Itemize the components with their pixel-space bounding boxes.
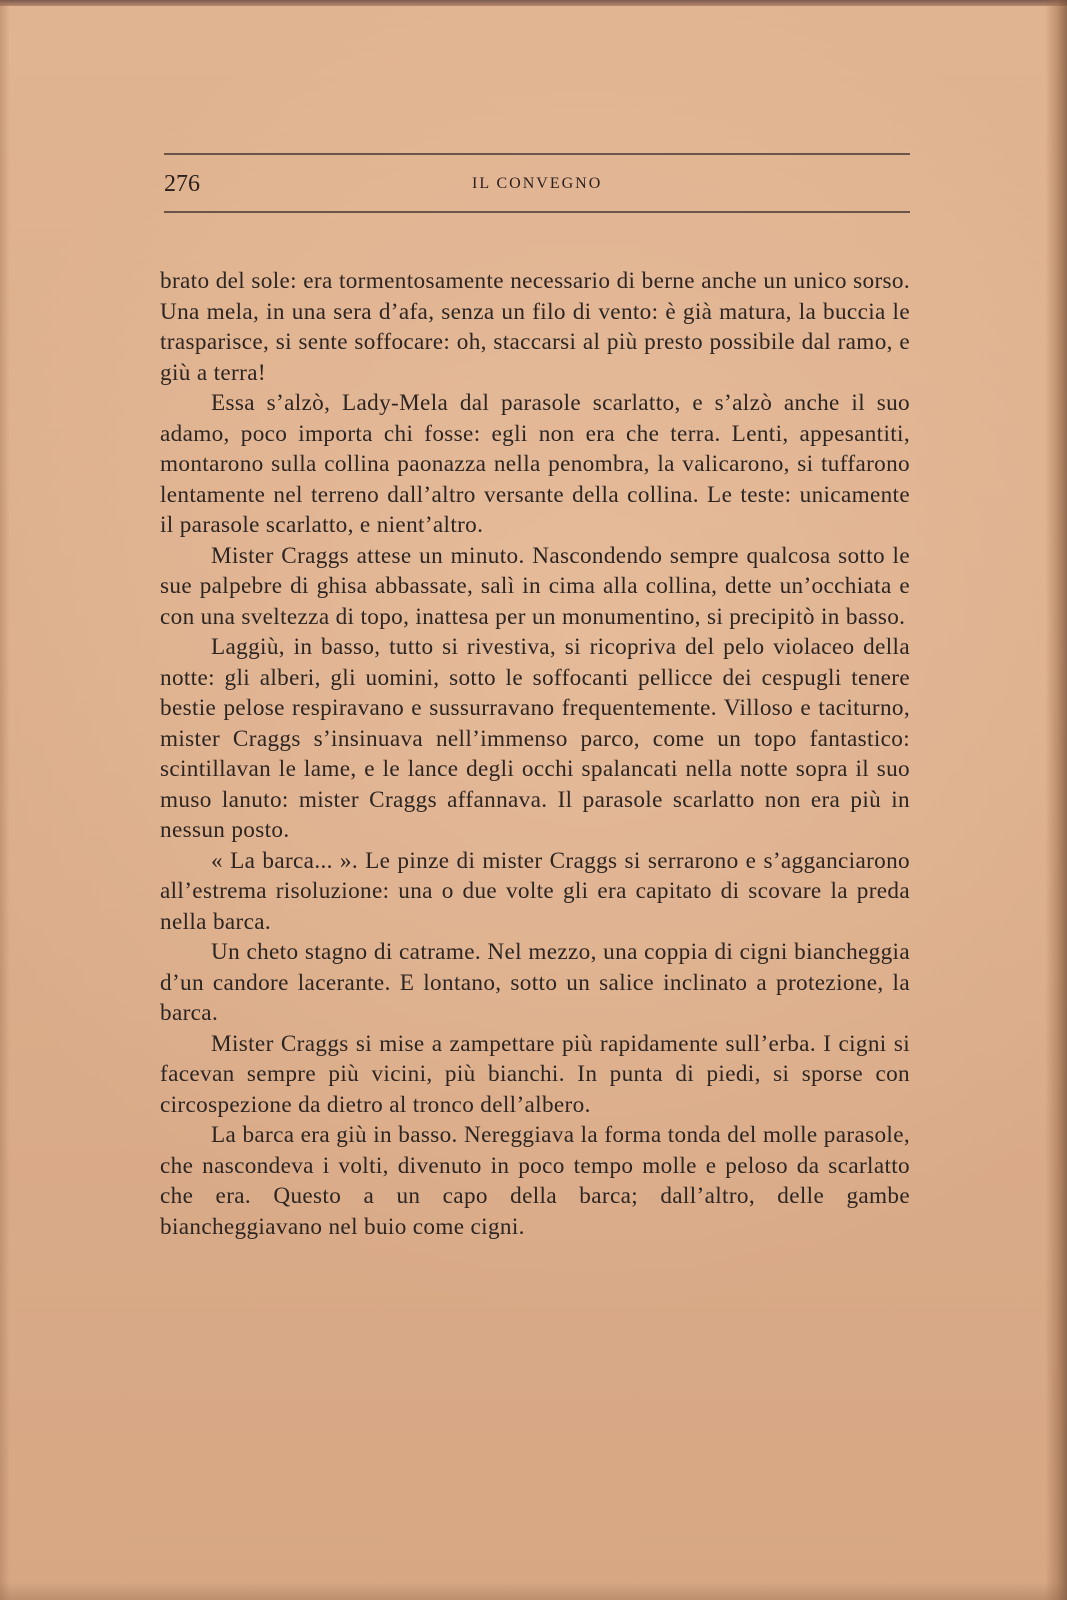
page-bottom-edge: [0, 1582, 1067, 1600]
paragraph-1: brato del sole: era tormentosamente necessario di berne anche un unico sorso. Una mela, in una sera d’afa, senza un filo di vento: è già matura, la buccia le trasparisce, si sente soffocare: oh, staccarsi al più presto possibile dal ramo, e giù a terra!: [160, 268, 910, 386]
page-left-edge: [0, 0, 10, 1600]
header-bottom-rule: [164, 211, 910, 213]
paragraph-5: « La barca... ». Le pinze di mister Craggs si serrarono e s’agganciarono all’estrema risoluzione: una o due volte gli era capitato di scovare la preda nella barca.: [160, 847, 910, 935]
paragraph-8: La barca era giù in basso. Nereggiava la forma tonda del molle parasole, che nascondeva i volti, divenuto in poco tempo molle e peloso da scarlatto che era. Questo a un capo della barca; dall’altro, delle gambe biancheggiavano nel buio come cigni.: [160, 1122, 910, 1240]
header-top-rule: [164, 153, 910, 155]
paragraph-7: Mister Craggs si mise a zampettare più rapidamente sull’erba. I cigni si facevan sempre più vicini, più bianchi. In punta di piedi, si sporse con circospezione da dietro al tronco dell’albero.: [160, 1030, 910, 1118]
paragraph-6: Un cheto stagno di catrame. Nel mezzo, una coppia di cigni biancheggia d’un candore lacerante. E lontano, sotto un salice inclinato a protezione, la barca.: [160, 939, 910, 1026]
page-top-edge: [0, 0, 1067, 6]
running-head: IL CONVEGNO: [472, 175, 603, 192]
paragraph-3: Mister Craggs attese un minuto. Nascondendo sempre qualcosa sotto le sue palpebre di ghisa abbassate, salì in cima alla collina, dette un’occhiata e con una sveltezza di topo, inattesa per un monumentino, si precipitò in basso.: [160, 542, 910, 630]
paragraph-4: Laggiù, in basso, tutto si rivestiva, si ricopriva del pelo violaceo della notte: gli alberi, gli uomini, sotto le soffocanti pellicce dei cespugli tenere bestie pelose respiravano e sussurravano frequentemente. Villoso e taciturno, mister Craggs s’insinuava nell’immenso parco, come un topo fantastico: scintillavan le lame, e le lance degli occhi spalancati nella notte sopra il suo muso lanuto: mister Craggs affannava. Il parasole scarlatto non era più in nessun posto.: [160, 634, 910, 843]
body-text: [160, 266, 910, 1242]
paragraph-2: Essa s’alzò, Lady-Mela dal parasole scarlatto, e s’alzò anche il suo adamo, poco importa chi fosse: egli non era che terra. Lenti, appesantiti, montarono sulla collina paonazza nella penombra, la valicarono, si tuffarono lentamente nel terreno dall’altro versante della collina. Le teste: unicamente il parasole scarlatto, e nient’altro.: [160, 390, 910, 538]
page-number: 276: [164, 171, 200, 197]
page-right-edge: [1045, 0, 1067, 1600]
